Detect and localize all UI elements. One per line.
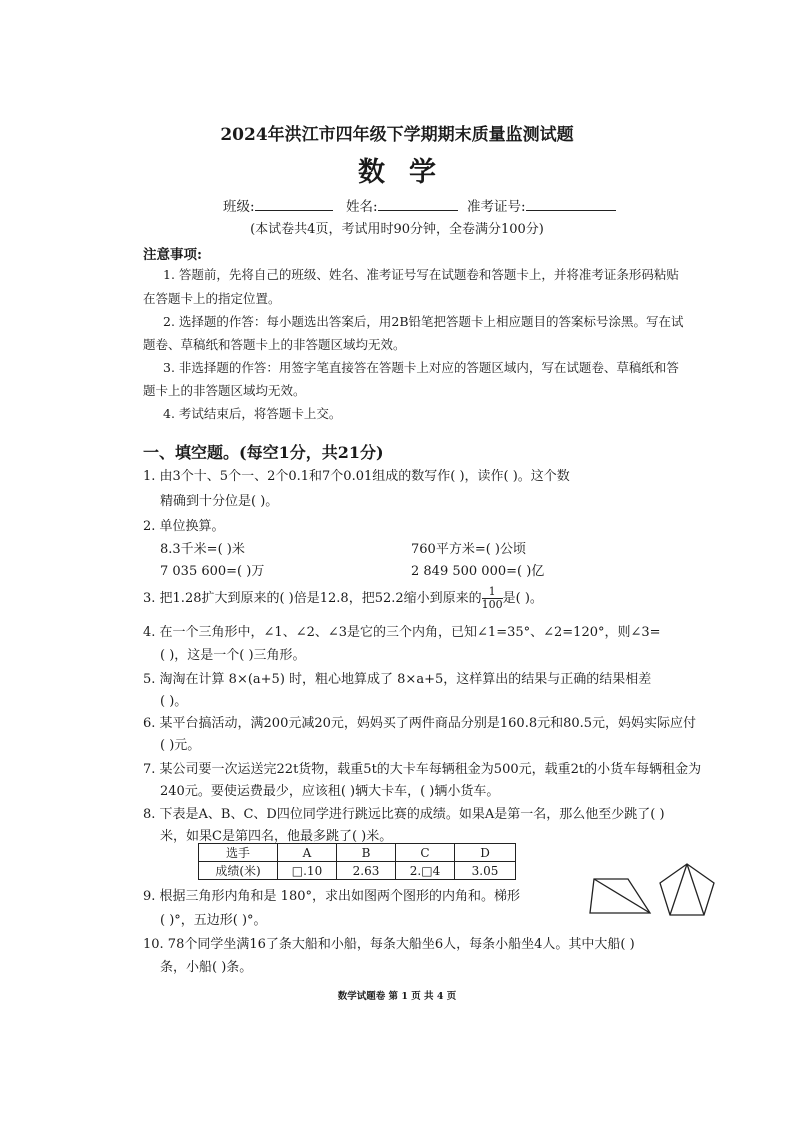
name-label: 姓名:: [346, 199, 378, 215]
question-9-line-1: 9. 根据三角形内角和是 180°，求出如图两个图形的内角和。梯形: [143, 889, 520, 904]
notice-line: 3. 非选择题的作答：用签字笔直接答在答题卡上对应的答题区域内，写在试题卷、草稿纸和答: [163, 360, 679, 375]
question-7-line-1: 7. 某公司要一次运送完22t货物，载重5t的大卡车每辆租金为500元，载重2t的小货车每辆租金为: [143, 762, 702, 777]
question-4-line-1: 4. 在一个三角形中，∠1、∠2、∠3是它的三个内角，已知∠1=35°、∠2=120°，则∠3=: [143, 625, 661, 640]
table-header-cell: 选手: [199, 844, 278, 862]
table-header-cell: D: [455, 844, 516, 862]
pentagon-figure: [658, 862, 716, 918]
notice-line: 4. 考试结束后，将答题卡上交。: [163, 406, 342, 421]
notice-line: 1. 答题前，先将自己的班级、姓名、准考证号写在试题卷和答题卡上，并将准考证条形码粘贴: [163, 267, 679, 282]
question-4-line-2: ( )，这是一个( )三角形。: [160, 648, 306, 663]
table-row: [199, 844, 516, 862]
class-label: 班级:: [223, 199, 255, 215]
trapezoid-figure: [588, 876, 652, 916]
question-2-item-c: 7 035 600=( )万: [160, 564, 265, 579]
table-cell: 2.□4: [396, 862, 455, 880]
table-row: [199, 862, 516, 880]
class-blank: [255, 209, 333, 211]
page-footer: 数学试题卷 第 1 页 共 4 页: [337, 991, 457, 1002]
fraction-numerator: 1: [482, 586, 503, 599]
section-heading: 一、填空题。(每空1分，共21分): [143, 443, 384, 462]
notice-line: 2. 选择题的作答：每小题选出答案后，用2B铅笔把答题卡上相应题目的答案标号涂黑。写在试: [163, 314, 684, 329]
question-8-line-2: 米，如果C是第四名，他最多跳了( )米。: [160, 829, 393, 844]
table-header-cell: C: [396, 844, 455, 862]
notice-heading: 注意事项:: [143, 247, 202, 263]
question-6-line-1: 6. 某平台搞活动，满200元减20元，妈妈买了两件商品分别是160.8元和80.5元，妈妈实际应付: [143, 716, 697, 731]
table-cell: 成绩(米): [199, 862, 278, 880]
exam-note: (本试卷共4页，考试用时90分钟，全卷满分100分): [250, 222, 544, 237]
notice-line: 题卡上的非答题区域均无效。: [143, 383, 306, 398]
question-5-line-2: ( )。: [160, 694, 188, 709]
question-2-heading: 2. 单位换算。: [143, 519, 225, 534]
question-8-line-1: 8. 下表是A、B、C、D四位同学进行跳远比赛的成绩。如果A是第一名，那么他至少跳了( ): [143, 807, 665, 822]
question-3-text-a: 3. 把1.28扩大到原来的( )倍是12.8，把52.2缩小到原来的: [143, 591, 482, 606]
question-6-line-2: ( )元。: [160, 738, 201, 753]
table-header-cell: B: [337, 844, 396, 862]
notice-line: 题卷、草稿纸和答题卡上的非答题区域均无效。: [143, 337, 406, 352]
exam-no-field: [467, 195, 616, 215]
question-2-item-b: 760平方米=( )公顷: [411, 542, 526, 557]
exam-no-label: 准考证号:: [467, 199, 526, 215]
question-10-line-2: 条，小船( )条。: [160, 960, 253, 975]
score-table: [198, 843, 516, 880]
exam-no-blank: [526, 209, 616, 211]
name-field: [346, 195, 458, 215]
question-9-line-2: ( )°，五边形( )°。: [160, 913, 267, 928]
question-10-line-1: 10. 78个同学坐满16了条大船和小船，每条大船坐6人，每条小船坐4人。其中大船( ): [143, 937, 635, 952]
table-header-cell: A: [278, 844, 337, 862]
fraction: [482, 586, 503, 611]
question-3: [143, 586, 543, 611]
question-1-line-1: 1. 由3个十、5个一、2个0.1和7个0.01组成的数写作( )，读作( )。这个数: [143, 469, 570, 484]
fraction-denominator: 100: [481, 598, 503, 611]
question-2-item-d: 2 849 500 000=( )亿: [411, 564, 545, 579]
table-cell: 3.05: [455, 862, 516, 880]
question-5-line-1: 5. 淘淘在计算 8×(a+5) 时，粗心地算成了 8×a+5，这样算出的结果与正确的结果相差: [143, 672, 652, 687]
name-blank: [378, 209, 458, 211]
question-7-line-2: 240元。要使运费最少，应该租( )辆大卡车，( )辆小货车。: [160, 784, 500, 799]
class-field: [223, 195, 333, 215]
table-cell: 2.63: [337, 862, 396, 880]
question-3-text-b: 是( )。: [502, 591, 543, 606]
table-cell: □.10: [278, 862, 337, 880]
question-2-item-a: 8.3千米=( )米: [160, 542, 245, 557]
exam-title: 2024年洪江市四年级下学期期末质量监测试题: [220, 125, 574, 145]
notice-line: 在答题卡上的指定位置。: [143, 291, 281, 306]
subject-title: 数学: [358, 157, 460, 188]
question-1-line-2: 精确到十分位是( )。: [160, 494, 279, 509]
